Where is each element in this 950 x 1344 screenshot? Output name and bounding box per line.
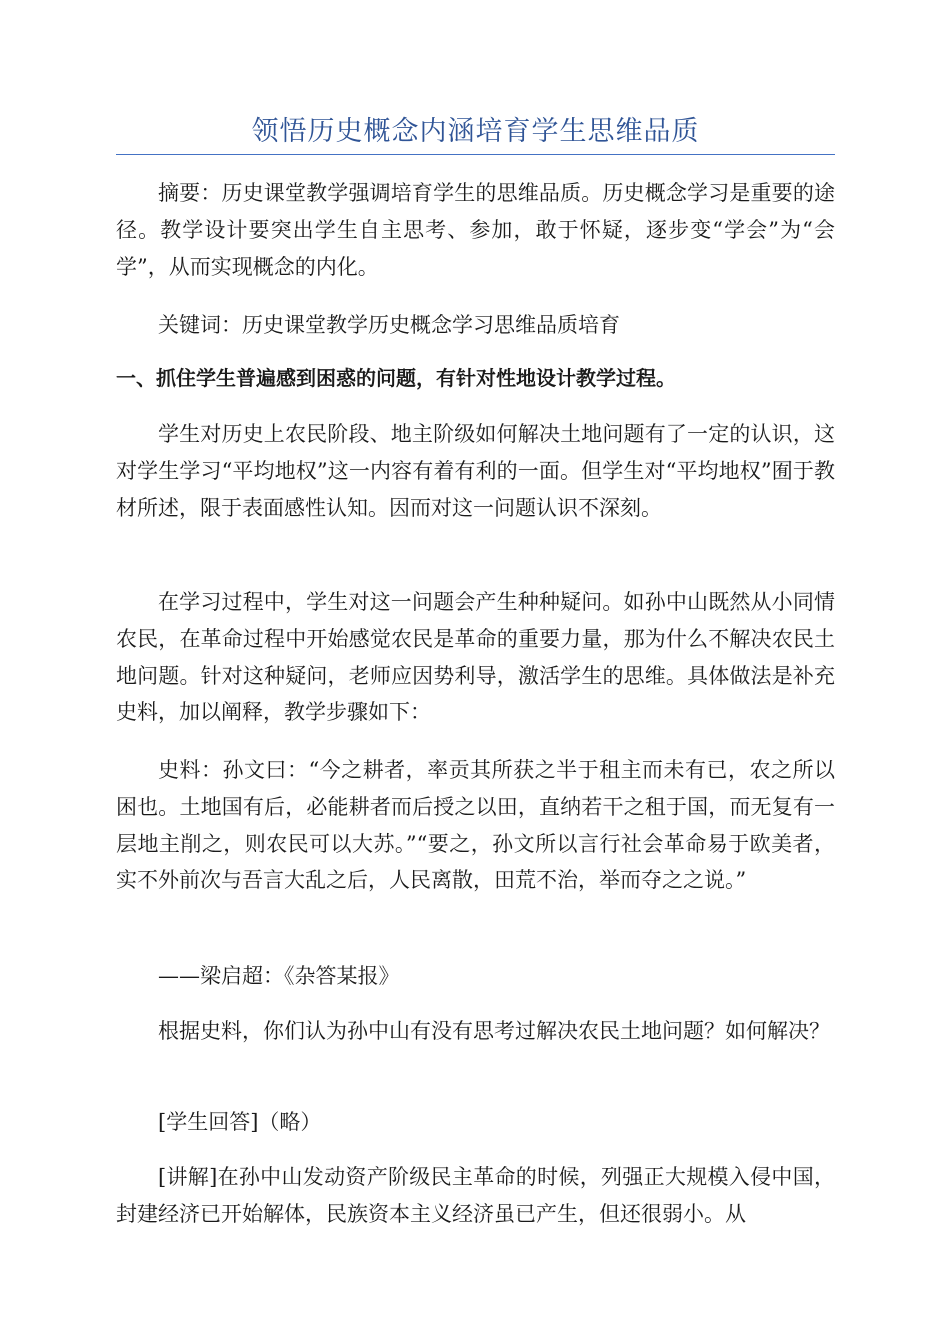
student-answer: [学生回答]（略） xyxy=(158,1110,322,1134)
historical-quote: 史料：孙文曰：“今之耕者，率贡其所获之半于租主而未有已，农之所以困也。土地国有后，必能耕者而后授之以田，直纳若干之租于国，而无复有一层地主削之，则农民可以大苏。”“要之，孙文所以言行社会革命易于欧美者，实不外前次与吾言大乱之后，人民离散，田荒不治，举而夺之之说。” xyxy=(116,758,835,893)
explanation-paragraph: [讲解]在孙中山发动资产阶级民主革命的时候，列强正大规模入侵中国，封建经济已开始解体，民族资本主义经济虽已产生，但还很弱小。从 xyxy=(116,1165,835,1226)
abstract-paragraph: 摘要：历史课堂教学强调培育学生的思维品质。历史概念学习是重要的途径。教学设计要突出学生自主思考、参加，敢于怀疑，逐步变“学会”为“会学”，从而实现概念的内化。 xyxy=(116,181,835,279)
keywords-paragraph: 关键词：历史课堂教学历史概念学习思维品质培育 xyxy=(158,313,620,337)
body-paragraph: 学生对历史上农民阶段、地主阶级如何解决土地问题有了一定的认识，这对学生学习“平均地权”这一内容有着有利的一面。但学生对“平均地权”囿于教材所述，限于表面感性认知。因而对这一问题认识不深刻。 xyxy=(116,422,835,520)
discussion-question: 根据史料，你们认为孙中山有没有思考过解决农民土地问题？如何解决？ xyxy=(158,1019,830,1043)
body-paragraph: 在学习过程中，学生对这一问题会产生种种疑问。如孙中山既然从小同情农民，在革命过程中开始感觉农民是革命的重要力量，那为什么不解决农民土地问题。针对这种疑问，老师应因势利导，激活学生的思维。具体做法是补充史料，加以阐释，教学步骤如下： xyxy=(116,590,835,725)
title-underline xyxy=(116,154,835,155)
document-title: 领悟历史概念内涵培育学生思维品质 xyxy=(251,116,700,147)
section-1-heading: 一、抓住学生普遍感到困惑的问题，有针对性地设计教学过程。 xyxy=(116,366,676,390)
quote-source: ——梁启超：《杂答某报》 xyxy=(158,964,400,988)
